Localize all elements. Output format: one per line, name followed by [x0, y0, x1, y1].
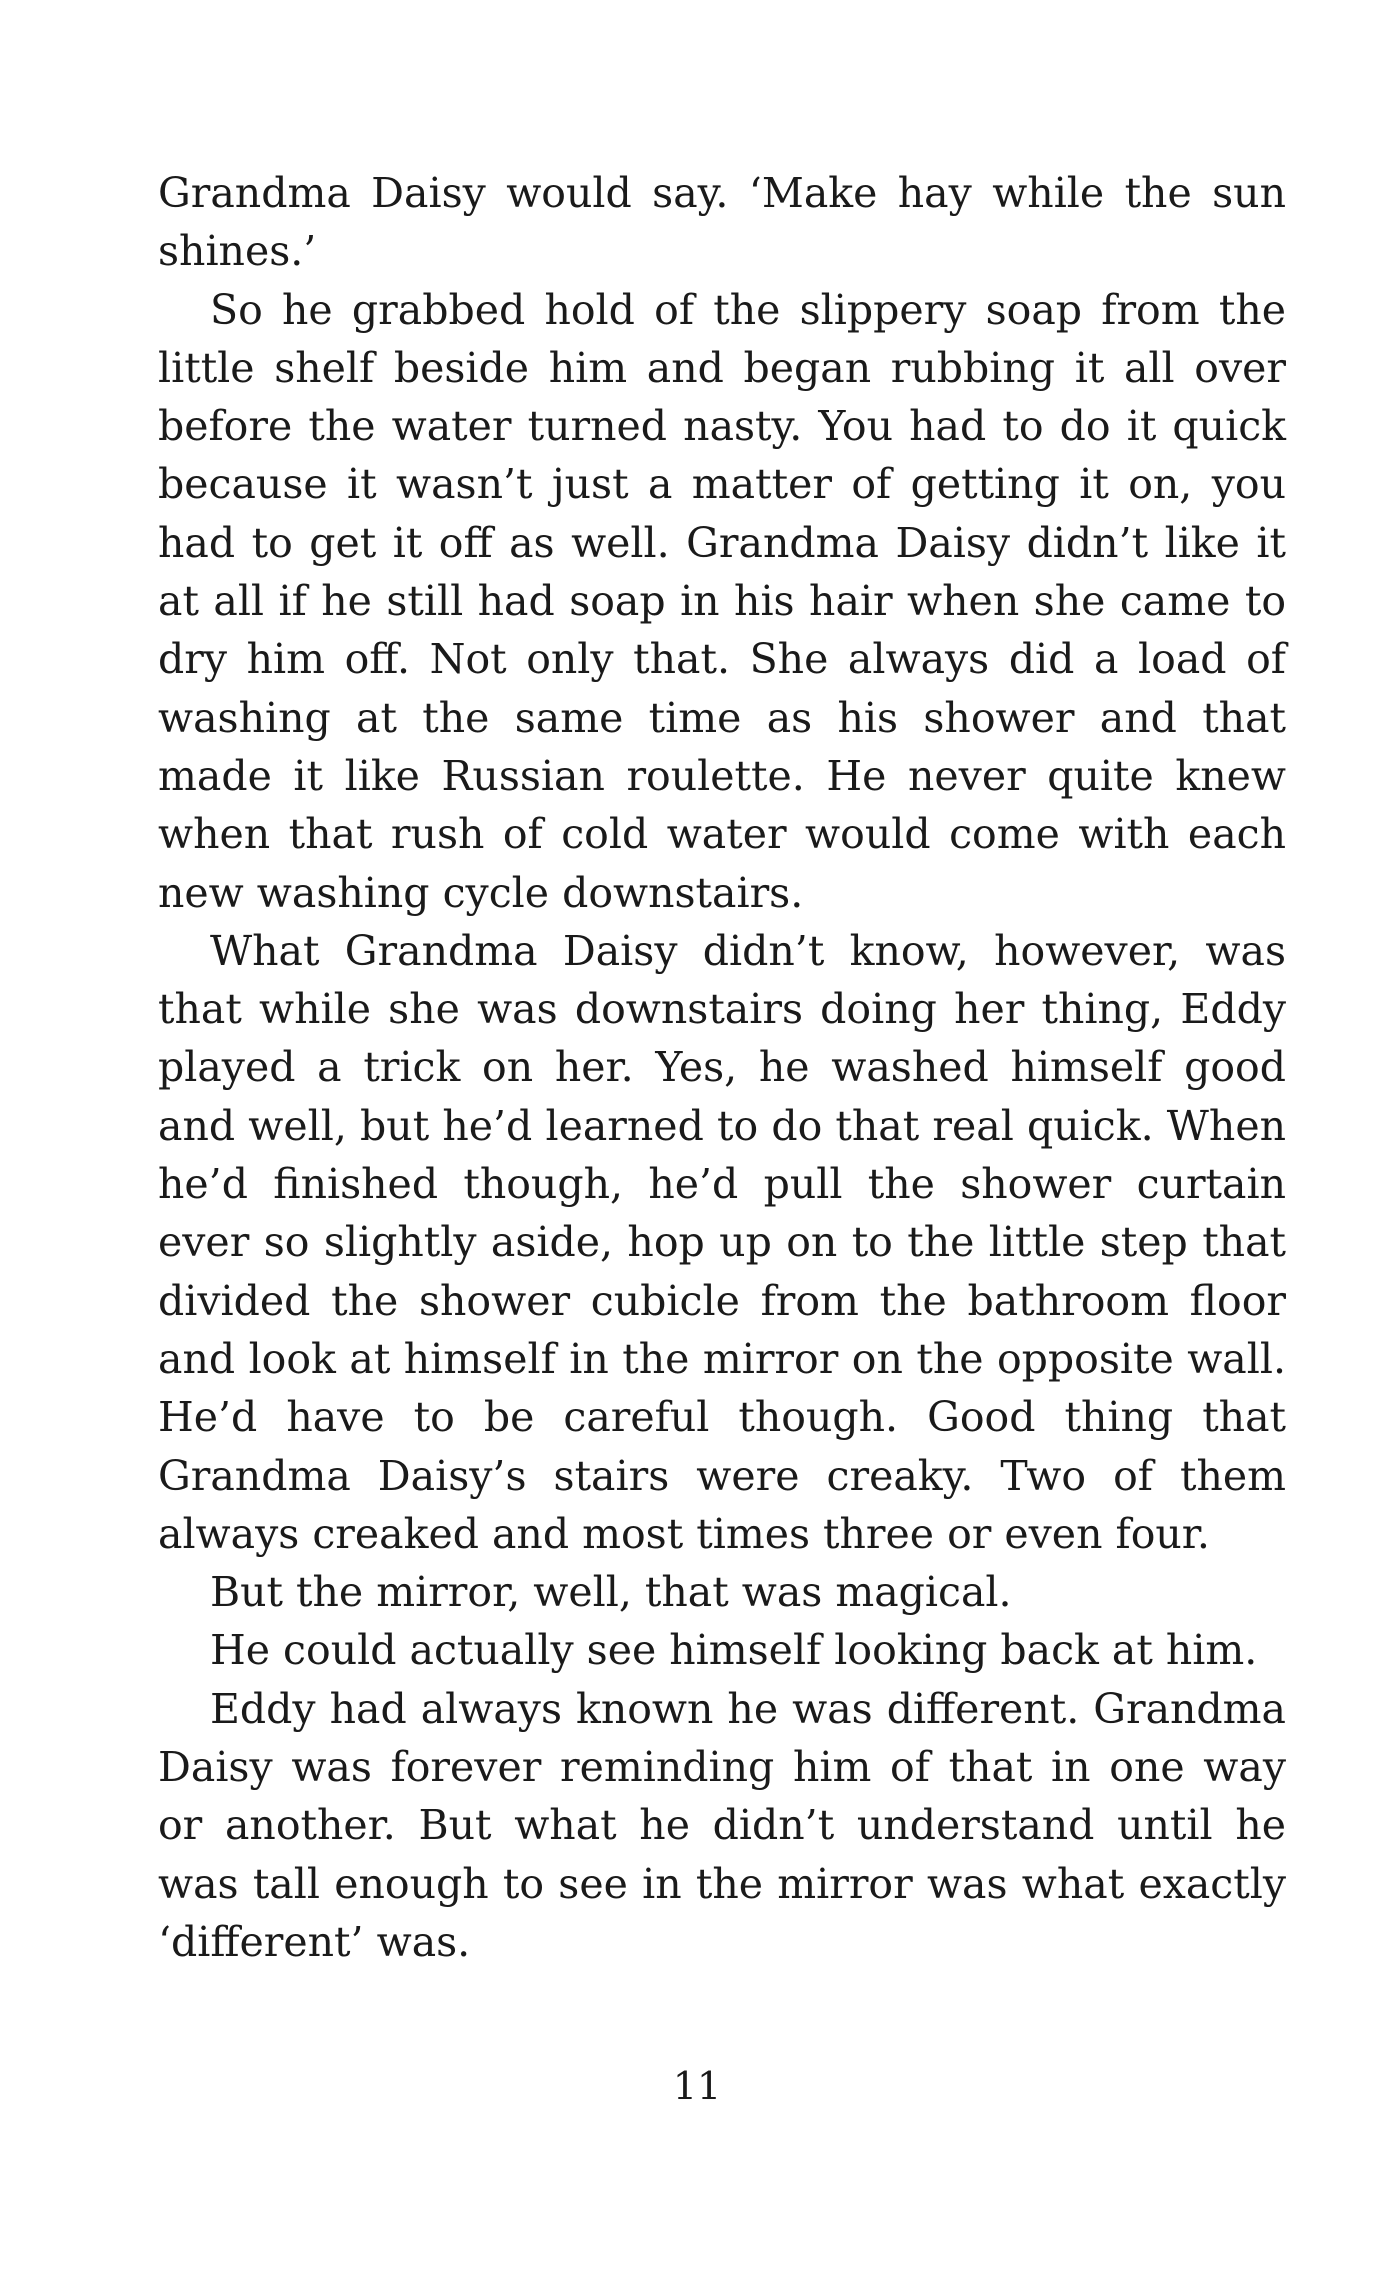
body-text	[158, 164, 1286, 1971]
page-number: 11	[672, 2064, 722, 2108]
paragraph-2: So he grabbed hold of the slippery soap from the little shelf beside him and began rubbing it all over before the water turned nasty. You had to do it quick because it wasn’t just a matter of getting it on, you had to get it off as well. Grandma Daisy didn’t like it at all if he still had soap in his hair when she came to dry him off. Not only that. She always did a load of washing at the same time as his shower and that made it like Russian roulette. He never quite knew when that rush of cold water would come with each new washing cycle downstairs.	[158, 285, 1286, 917]
paragraph-1: Grandma Daisy would say. ‘Make hay while the sun shines.’	[158, 169, 1286, 276]
paragraph-4: But the mirror, well, that was magical.	[210, 1568, 1012, 1617]
paragraph-5: He could actually see himself looking back at him.	[210, 1626, 1258, 1675]
paragraph-3: What Grandma Daisy didn’t know, however, was that while she was downstairs doing her thing, Eddy played a trick on her. Yes, he washed himself good and well, but he’d learned to do that real quick. When he’d finished though, he’d pull the shower curtain ever so slightly aside, hop up on to the little step that divided the shower cubicle from the bathroom floor and look at himself in the mirror on the opposite wall. He’d have to be careful though. Good thing that Grandma Daisy’s stairs were creaky. Two of them always creaked and most times three or even four.	[158, 926, 1286, 1558]
paragraph-6: Eddy had always known he was different. Grandma Daisy was forever reminding him of that in one way or another. But what he didn’t understand until he was tall enough to see in the mirror was what exactly ‘different’ was.	[158, 1684, 1286, 1966]
